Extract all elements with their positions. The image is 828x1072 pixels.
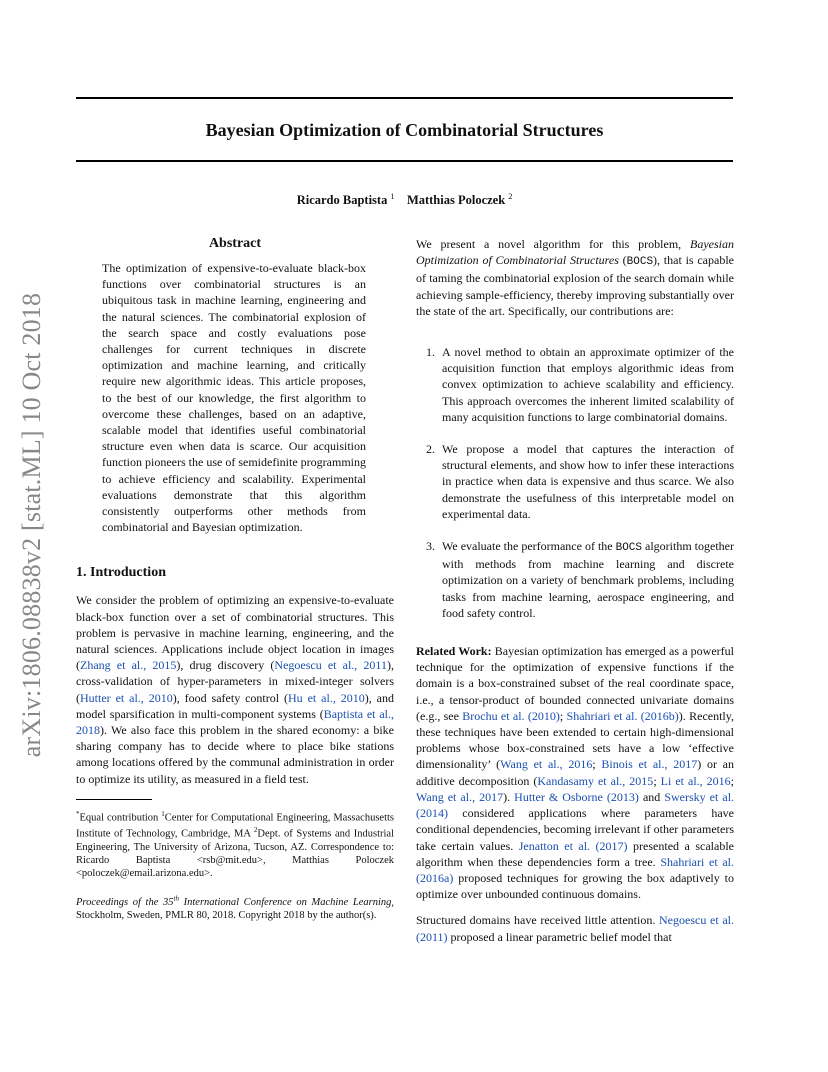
citation-link[interactable]: Hu et al., 2010 [288, 690, 365, 705]
citation-link[interactable]: Hutter et al., 2010 [80, 690, 173, 705]
structured-domains-paragraph: Structured domains have received little attention. Negoescu et al. (2011) proposed a linear parametric belief model that [416, 913, 734, 944]
footnote-rule [76, 799, 152, 800]
citation-link[interactable]: Li et al., 2016 [660, 773, 731, 788]
citation-link[interactable]: Baptista et al., 2018 [76, 706, 394, 738]
arxiv-stamp-text: arXiv:1806.08838v2 [stat.ML] 10 Oct 2018 [17, 292, 46, 758]
list-item: 1. A novel method to obtain an approximate optimizer of the acquisition function that employs algorithmic ideas from convex optimization to achieve scalability and efficiency. This approach overcomes the inherent limited scalability of many acquisition functions to large combinatorial domains. [426, 345, 734, 424]
citation-link[interactable]: Hutter & Osborne (2013) [514, 789, 639, 804]
title-rule [76, 160, 733, 162]
citation-link[interactable]: Brochu et al. (2010) [462, 708, 560, 723]
citation-link[interactable]: Shahriari et al. (2016b) [566, 708, 679, 723]
citation-link[interactable]: Zhang et al., 2015 [80, 658, 177, 673]
contribution-intro: We present a novel algorithm for this problem, Bayesian Optimization of Combinatorial Structures (BOCS), that is capable of taming the combinatorial explosion of the search domain while achieving sample-efficiency, thereby improving substantially over the state of the art. Specifically, our contributions are: [416, 237, 734, 318]
bocs-code: BOCS [615, 542, 643, 555]
related-work-paragraph: Related Work: Bayesian optimization has emerged as a powerful technique for the optimization of expensive functions if the domain is a box-constrained subset of the real coordinate space, i.e., a tensor-product of bounded connected univariate domains (e.g., see Brochu et al. (2010); Shahriari et al. (2016b)). Recently, these techniques have been extended to certain high-dimensional problems whose box-constrained sets have a low ‘effective dimensionality’ (Wang et al., 2016; Binois et al., 2017) or an additive decomposition (Kandasamy et al., 2015; Li et al., 2016; Wang et al., 2017). Hutter & Osborne (2013) and Swersky et al. (2014) considered applications where parameters have conditional dependencies, becoming irrelevant if other parameters take certain values. Jenatton et al. (2017) presented a scalable algorithm when these dependencies form a tree. Shahriari et al. (2016a) proposed techniques for growing the box adaptively to optimize over unbounded continuous domains. [416, 644, 735, 902]
right-column [416, 236, 734, 945]
citation-link[interactable]: Jenatton et al. (2017) [518, 838, 628, 853]
author-name: Ricardo Baptista [296, 193, 388, 208]
citation-link[interactable]: Binois et al., 2017 [601, 757, 698, 772]
citation-link[interactable]: Shahriari et al. (2016a) [416, 854, 734, 885]
citation-link[interactable]: Negoescu et al. (2011) [416, 913, 734, 944]
list-item: 2. We propose a model that captures the interaction of structural elements, and show how to infer these interactions in practice when data is expensive and thus scarce. We also demonstrate the usefulness of this interpretable model on experimental data. [426, 442, 734, 521]
citation-link[interactable]: Negoescu et al., 2011 [274, 658, 387, 673]
proceedings-note: Proceedings of the 35th International Conference on Machine Learning, Stockholm, Sweden, PMLR 80, 2018. Copyright 2018 by the author(s). [76, 894, 394, 922]
footnote: *Equal contribution $^1$Center for Computational Engineering, Massachusetts Institute of Technology, Cambridge, MA $^2$Dept. of Systems and Industrial Engineering, The University of Arizona, Tucson, AZ. Correspondence to: Ricardo Baptista <rsb@mit.edu>, Matthias Poloczek <poloczek@email.arizona.edu>. [76, 809, 394, 879]
citation-link[interactable]: Swersky et al. (2014) [416, 789, 735, 821]
section-heading-introduction: 1. Introduction [76, 565, 166, 581]
related-work-heading: Related Work: [416, 644, 492, 659]
abstract-heading: Abstract [208, 236, 262, 251]
affiliation-mark: 1 [390, 192, 395, 201]
citation-link[interactable]: Wang et al., 2016 [500, 757, 593, 772]
abstract-text: The optimization of expensive-to-evaluate black-box functions over combinatorial structures is an ubiquitous task in machine learning, engineering and the natural sciences. The combinatorial explosion of the search space and costly evaluations pose challenges for current techniques in discrete optimization and machine learning, and critically require new algorithmic ideas. This article proposes, to the best of our knowledge, the first algorithm to overcome these challenges, based on an adaptive, scalable model that identifies useful combinatorial structure even when data is scarce. Our acquisition function pioneers the use of semidefinite programming to achieve efficiency and scalability. Experimental evaluations demonstrate that this algorithm consistently outperforms other methods from combinatorial and Bayesian optimization. [102, 261, 366, 535]
citation-link[interactable]: Kandasamy et al., 2015 [537, 773, 654, 788]
citation-link[interactable]: Wang et al., 2017 [416, 789, 504, 804]
paper-title: Bayesian Optimization of Combinatorial Structures [205, 120, 604, 140]
left-column [76, 236, 394, 922]
arxiv-stamp [12, 280, 52, 770]
top-rule [76, 97, 733, 99]
bocs-code: BOCS [626, 256, 654, 269]
list-item: 3. We evaluate the performance of the BOCS algorithm together with methods from machine learning and discrete optimization on a variety of benchmark problems, including tasks from machine learning, aerospace engineering, and food safety control. [426, 539, 734, 620]
author-list [76, 192, 733, 208]
intro-paragraph: We consider the problem of optimizing an expensive-to-evaluate black-box function over a set of combinatorial structures. This problem is pervasive in machine learning, engineering, and the natural sciences. Applications include object location in images (Zhang et al., 2015), drug discovery (Negoescu et al., 2011), cross-validation of hyper-parameters in mixed-integer solvers (Hutter et al., 2010), food safety control (Hu et al., 2010), and model sparsification in multi-component systems (Baptista et al., 2018). We also face this problem in the shared economy: a bike sharing company has to decide where to place bike stations among locations offered by the communal administration in order to optimize its utility, as measured in a field test. [76, 593, 394, 786]
author-name: Matthias Poloczek [406, 193, 506, 208]
affiliation-mark: 2 [508, 192, 513, 201]
contribution-list [416, 344, 734, 621]
